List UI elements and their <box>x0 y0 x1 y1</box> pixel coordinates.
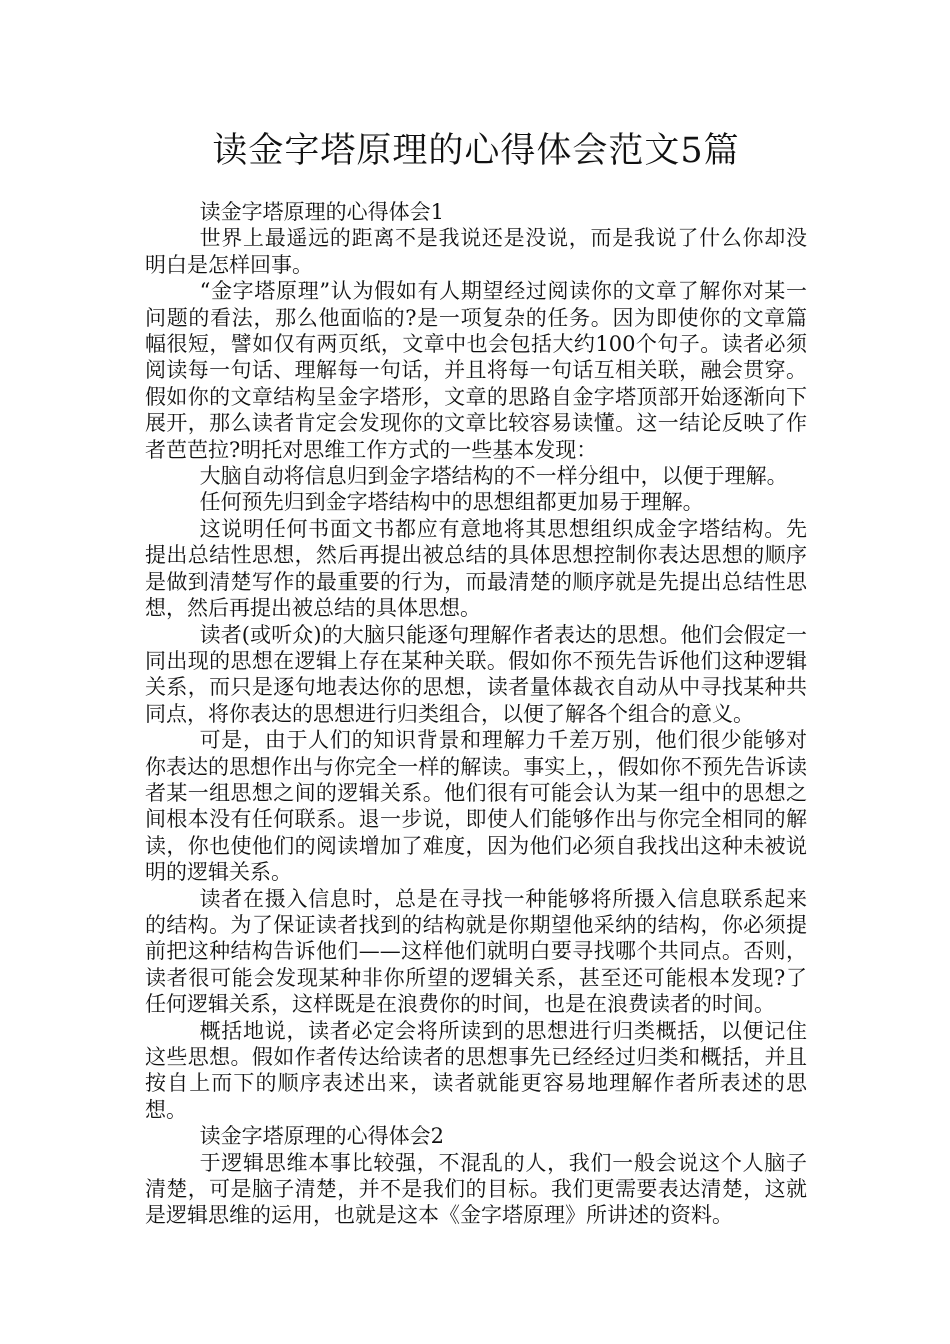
paragraph: 大脑自动将信息归到金字塔结构的不一样分组中，以便于理解。 <box>199 464 788 489</box>
paragraph: 读者(或听众)的大脑只能逐句理解作者表达的思想。他们会假定一同出现的思想在逻辑上存在某种关联。假如你不预先告诉他们这种逻辑关系，而只是逐句地表达你的思想，读者量体裁衣自动从中寻找某种共同点，将你表达的思想进行归类组合，以便了解各个组合的意义。 <box>145 622 807 726</box>
section-heading-2: 读金字塔原理的心得体会2 <box>199 1124 444 1149</box>
document-title: 读金字塔原理的心得体会范文5篇 <box>212 131 740 171</box>
document-body <box>145 199 807 1229</box>
paragraph: “金字塔原理”认为假如有人期望经过阅读你的文章了解你对某一问题的看法，那么他面临的?是一项复杂的任务。因为即使你的文章篇幅很短，譬如仅有两页纸，文章中也会包括大约100个句子。读者必须阅读每一句话、理解每一句话，并且将每一句话互相关联，融会贯穿。假如你的文章结构呈金字塔形，文章的思路自金字塔顶部开始逐渐向下展开，那么读者肯定会发现你的文章比较容易读懂。这一结论反映了作者芭芭拉?明托对思维工作方式的一些基本发现： <box>145 279 807 462</box>
paragraph: 于逻辑思维本事比较强，不混乱的人，我们一般会说这个人脑子清楚，可是脑子清楚，并不是我们的目标。我们更需要表达清楚，这就是逻辑思维的运用，也就是这本《金字塔原理》所讲述的资料。 <box>145 1150 807 1228</box>
section-heading-1: 读金字塔原理的心得体会1 <box>199 200 444 224</box>
paragraph: 世界上最遥远的距离不是我说还是没说，而是我说了什么你却没明白是怎样回事。 <box>145 226 807 277</box>
paragraph: 概括地说，读者必定会将所读到的思想进行归类概括，以便记住这些思想。假如作者传达给读者的思想事先已经经过归类和概括，并且按自上而下的顺序表述出来，读者就能更容易地理解作者所表述的思想。 <box>145 1018 807 1122</box>
paragraph: 这说明任何书面文书都应有意地将其思想组织成金字塔结构。先提出总结性思想，然后再提出被总结的具体思想控制你表达思想的顺序是做到清楚写作的最重要的行为，而最清楚的顺序就是先提出总结性思想，然后再提出被总结的具体思想。 <box>145 516 807 621</box>
paragraph: 可是，由于人们的知识背景和理解力千差万别，他们很少能够对你表达的思想作出与你完全一样的解读。事实上，，假如你不预先告诉读者某一组思想之间的逻辑关系。他们很有可能会认为某一组中的思想之间根本没有任何联系。退一步说，即使人们能够作出与你完全相同的解读，你也使他们的阅读增加了难度，因为他们必须自我找出这种未被说明的逻辑关系。 <box>145 728 807 885</box>
paragraph: 任何预先归到金字塔结构中的思想组都更加易于理解。 <box>199 490 704 515</box>
paragraph: 读者在摄入信息时，总是在寻找一种能够将所摄入信息联系起来的结构。为了保证读者找到的结构就是你期望他采纳的结构，你必须提前把这种结构告诉他们——这样他们就明白要寻找哪个共同点。否则，读者很可能会发现某种非你所望的逻辑关系，甚至还可能根本发现?了任何逻辑关系，这样既是在浪费你的时间，也是在浪费读者的时间。 <box>145 886 807 1017</box>
document-page <box>145 0 807 1229</box>
